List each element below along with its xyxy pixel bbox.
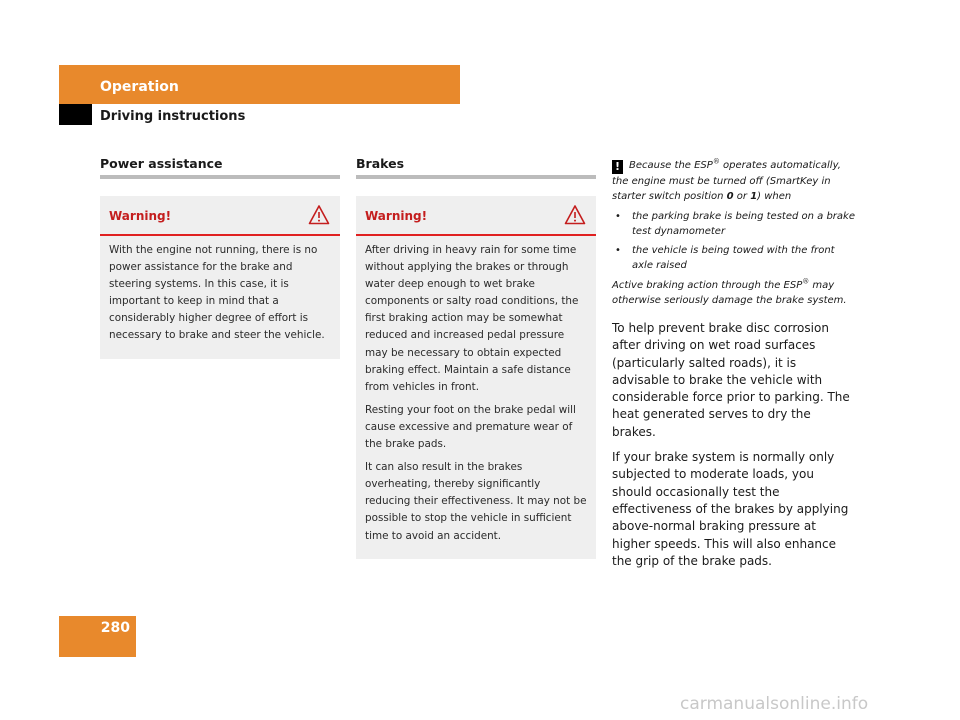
section-title: Driving instructions xyxy=(100,109,246,124)
brakes-heading: Brakes xyxy=(356,156,596,179)
warning-header xyxy=(100,196,340,236)
page-number: 280 xyxy=(100,620,130,636)
warning-body xyxy=(356,236,596,559)
warning-body xyxy=(100,236,340,359)
note-outro: Active braking action through the ESP® may otherwise seriously damage the brake system. xyxy=(612,277,847,306)
body-paragraph: To help prevent brake disc corrosion after driving on wet road surfaces (particularly salted roads), it is advisable to brake the vehicle with considerable force prior to parking. The heat generated serves to dry the brakes. xyxy=(612,321,850,439)
warning-paragraph: It can also result in the brakes overheating, thereby significantly reducing their effectiveness. It may not be possible to stop the vehicle in sufficient time to avoid an accident. xyxy=(365,461,587,542)
warning-header xyxy=(356,196,596,236)
brake-care-text xyxy=(612,320,857,570)
brake-care-column xyxy=(612,158,857,578)
brakes-warning xyxy=(356,196,596,559)
note-intro: ! Because the ESP® operates automatically, the engine must be turned off (SmartKey in starter switch position 0 or 1) when xyxy=(612,157,841,202)
warning-paragraph: With the engine not running, there is no power assistance for the brake and steering systems. In this case, it is important to keep in mind that a considerably higher degree of effort is necessary to brake and steer the vehicle. xyxy=(109,244,325,342)
warning-label: Warning! xyxy=(109,209,172,223)
list-item: • the parking brake is being tested on a brake test dynamometer xyxy=(612,209,857,239)
watermark: carmanualsonline.info xyxy=(680,694,869,714)
esp-note xyxy=(612,158,857,308)
note-bullet-list xyxy=(612,209,857,273)
brakes-column xyxy=(356,156,596,559)
power-assistance-warning xyxy=(100,196,340,359)
warning-triangle-icon xyxy=(564,204,586,226)
power-assistance-column xyxy=(100,156,340,359)
header-black-marker xyxy=(59,104,92,125)
warning-paragraph: Resting your foot on the brake pedal will cause excessive and premature wear of the brake pads. xyxy=(365,403,576,451)
warning-paragraph: After driving in heavy rain for some time without applying the brakes or through water deep enough to wet brake components or salty road conditions, the first braking action may be somewhat reduced and increased pedal pressure may be necessary to obtain expected braking effect. Maintain a safe distance from vehicles in front. xyxy=(365,244,579,393)
body-paragraph: If your brake system is normally only subjected to moderate loads, you should occasionally test the effectiveness of the brakes by applying above-normal braking pressure at higher speeds. This will also enhance the grip of the brake pads. xyxy=(612,450,849,568)
power-assistance-heading: Power assistance xyxy=(100,156,340,179)
list-item: • the vehicle is being towed with the front axle raised xyxy=(612,243,857,273)
warning-label: Warning! xyxy=(365,209,428,223)
exclamation-icon: ! xyxy=(612,160,623,174)
warning-triangle-icon xyxy=(308,204,330,226)
chapter-title: Operation xyxy=(100,79,179,95)
